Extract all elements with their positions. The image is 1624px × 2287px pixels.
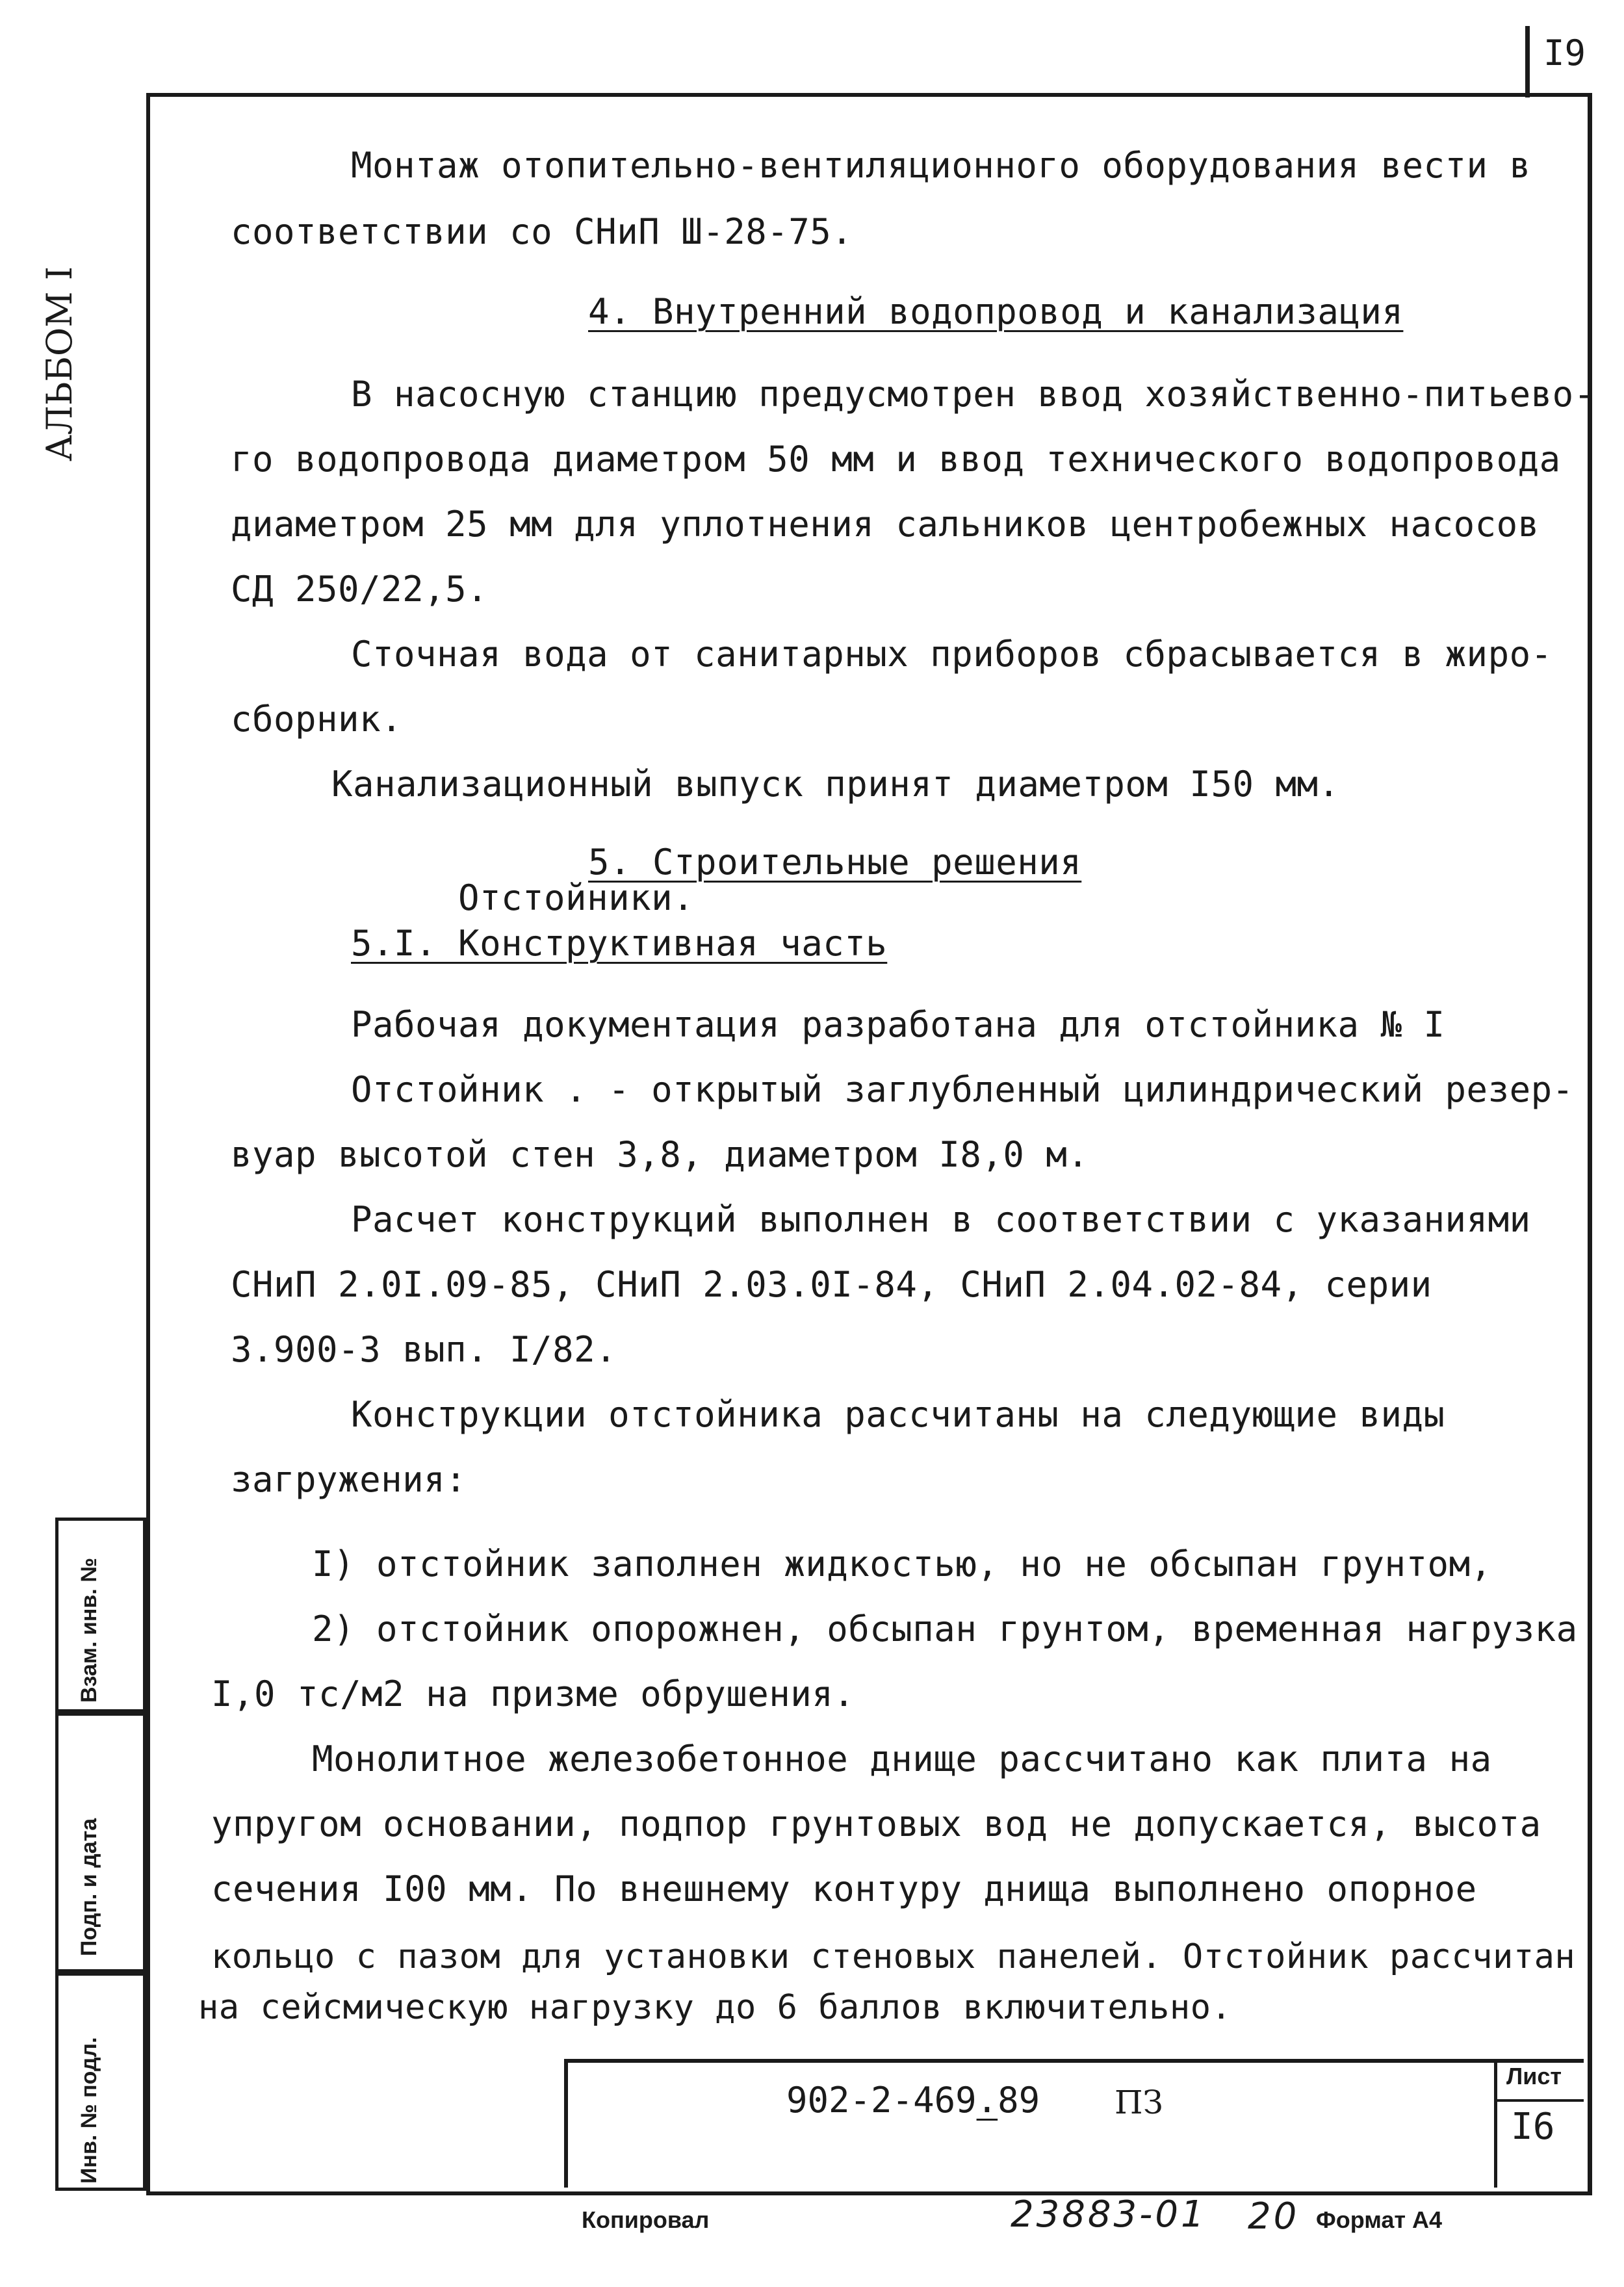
stamp-vzam — [55, 1518, 146, 1712]
footer-handwritten-number: 23883-01 — [1011, 2193, 1207, 2236]
paragraph-loads-line2: загружения: — [231, 1459, 467, 1500]
paragraph-bottom-line3: сечения I00 мм. По внешнему контуру днища выполнено опорное — [211, 1868, 1477, 1909]
paragraph-sewage-line2: сборник. — [231, 699, 403, 740]
list-item-1: I) отстойник заполнен жидкостью, но не обсыпан грунтом, — [312, 1544, 1492, 1584]
footer-format: Формат А4 — [1316, 2206, 1443, 2233]
footer-handwritten-number-2: 20 — [1248, 2195, 1300, 2238]
paragraph-bottom-line2: упругом основании, подпор грунтовых вод не допускается, высота — [211, 1803, 1541, 1844]
paragraph-sewage-line1: Сточная вода от санитарных приборов сбрасывается в жиро- — [351, 634, 1553, 675]
heading-section-5-sub: Отстойники. — [458, 877, 695, 918]
paragraph-calc-line2: СНиП 2.0I.09-85, СНиП 2.03.0I-84, СНиП 2.04.02-84, серии — [231, 1264, 1432, 1305]
paragraph-outlet: Канализационный выпуск принят диаметром I50 мм. — [331, 764, 1340, 805]
heading-section-5-1: 5.I. Конструктивная часть — [351, 923, 888, 964]
stamp-podp-label: Подп. и дата — [77, 1818, 101, 1956]
paragraph-bottom-line1: Монолитное железобетонное днище рассчитано как плита на — [312, 1738, 1492, 1779]
album-label: АЛЬБОМ I — [39, 266, 80, 461]
heading-section-5: 5. Строительные решения — [588, 842, 1082, 883]
paragraph-loads-line1: Конструкции отстойника рассчитаны на следующие виды — [351, 1394, 1445, 1435]
page-number: I9 — [1543, 32, 1586, 73]
paragraph-mounting-line1: Монтаж отопительно-вентиляционного оборудования вести в — [351, 145, 1531, 186]
list-item-2-line1: 2) отстойник опорожнен, обсыпан грунтом, временная нагрузка — [312, 1609, 1578, 1649]
list-item-2-line2: I,0 тс/м2 на призме обрушения. — [211, 1673, 855, 1714]
paragraph-settler-line1: Отстойник . - открытый заглубленный цилиндрический резер- — [351, 1069, 1574, 1110]
sheet-label: Лист — [1506, 2063, 1562, 2089]
paragraph-water-line4: СД 250/22,5. — [231, 569, 489, 610]
stamp-inv — [55, 1972, 146, 2191]
stamp-podp — [55, 1712, 146, 1972]
document-code-dot: . — [976, 2080, 998, 2121]
footer-copied: Копировал — [582, 2206, 710, 2233]
paragraph-water-line1: В насосную станцию предусмотрен ввод хозяйственно-питьево- — [351, 374, 1595, 415]
paragraph-mounting-line2: соответствии со СНиП Ш-28-75. — [231, 211, 853, 252]
stamp-inv-label: Инв. № подл. — [77, 2037, 101, 2184]
paragraph-water-line3: диаметром 25 мм для уплотнения сальников центробежных насосов — [231, 504, 1540, 545]
document-code-a: 902-2-469 — [786, 2080, 977, 2121]
document-suffix: ПЗ — [1115, 2084, 1163, 2121]
paragraph-water-line2: го водопровода диаметром 50 мм и ввод технического водопровода — [231, 439, 1561, 480]
document-code-c: 89 — [998, 2080, 1040, 2121]
document-code — [786, 2080, 1040, 2121]
paragraph-calc-line3: 3.900-3 вып. I/82. — [231, 1329, 617, 1370]
paragraph-bottom-line5: на сейсмическую нагрузку до 6 баллов включительно. — [198, 1988, 1232, 2027]
sheet-cell-divider — [1494, 2099, 1584, 2102]
paragraph-bottom-line4: кольцо с пазом для установки стеновых панелей. Отстойник рассчитан — [211, 1937, 1576, 1976]
paragraph-calc-line1: Расчет конструкций выполнен в соответствии с указаниями — [351, 1199, 1531, 1240]
paragraph-docs: Рабочая документация разработана для отстойника № I — [351, 1004, 1445, 1045]
sheet-number: I6 — [1511, 2106, 1555, 2148]
stamp-vzam-label: Взам. инв. № — [77, 1557, 101, 1703]
title-block — [564, 2059, 1584, 2188]
page-number-bar — [1525, 26, 1530, 97]
paragraph-settler-line2: вуар высотой стен 3,8, диаметром I8,0 м. — [231, 1134, 1089, 1175]
heading-section-4: 4. Внутренний водопровод и канализация — [588, 291, 1404, 332]
